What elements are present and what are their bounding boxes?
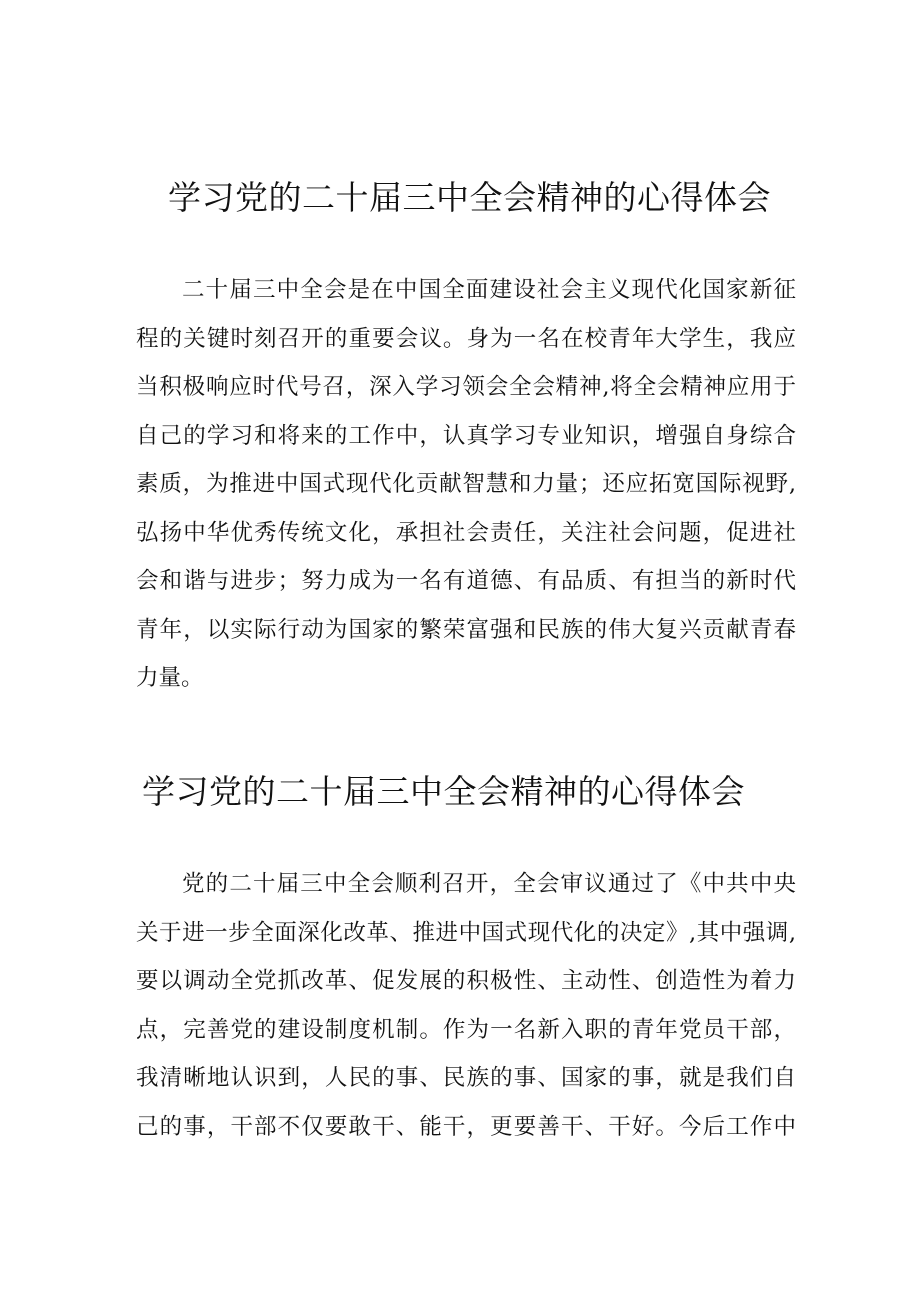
paragraph-line: 要以调动全党抓改革、促发展的积极性、主动性、创造性为着力 [136,968,796,994]
paragraph-line: 青年，以实际行动为国家的繁荣富强和民族的伟大复兴贡献青春 [136,616,796,643]
section-1-paragraph [136,266,796,703]
paragraph-line: 党的二十届三中全会顺利召开，全会审议通过了《中共中央 [182,871,796,897]
paragraph-line: 力量。 [136,665,204,691]
section-2-paragraph [136,860,796,1151]
paragraph-line: 关于进一步全面深化改革、推进中国式现代化的决定》,其中强调, [136,919,796,946]
paragraph-line: 程的关键时刻召开的重要会议。身为一名在校青年大学生，我应 [136,325,796,352]
paragraph-line: 素质，为推进中国式现代化贡献智慧和力量；还应拓宽国际视野, [136,471,796,497]
paragraph-line: 自己的学习和将来的工作中，认真学习专业知识，增强自身综合 [136,422,796,449]
paragraph-line: 当积极响应时代号召，深入学习领会全会精神,将全会精神应用于 [136,374,796,400]
paragraph-line: 己的事，干部不仅要敢干、能干，更要善干、干好。今后工作中 [136,1113,796,1140]
paragraph-line: 我清晰地认识到，人民的事、民族的事、国家的事，就是我们自 [136,1065,796,1091]
section-1-title: 学习党的二十届三中全会精神的心得体会 [168,178,771,217]
section-2-title: 学习党的二十届三中全会精神的心得体会 [142,772,745,811]
paragraph-line: 会和谐与进步；努力成为一名有道德、有品质、有担当的新时代 [136,568,796,594]
paragraph-line: 二十届三中全会是在中国全面建设社会主义现代化国家新征 [182,277,796,303]
paragraph-line: 弘扬中华优秀传统文化，承担社会责任，关注社会问题，促进社 [136,519,796,546]
paragraph-line: 点，完善党的建设制度机制。作为一名新入职的青年党员干部， [136,1016,796,1043]
